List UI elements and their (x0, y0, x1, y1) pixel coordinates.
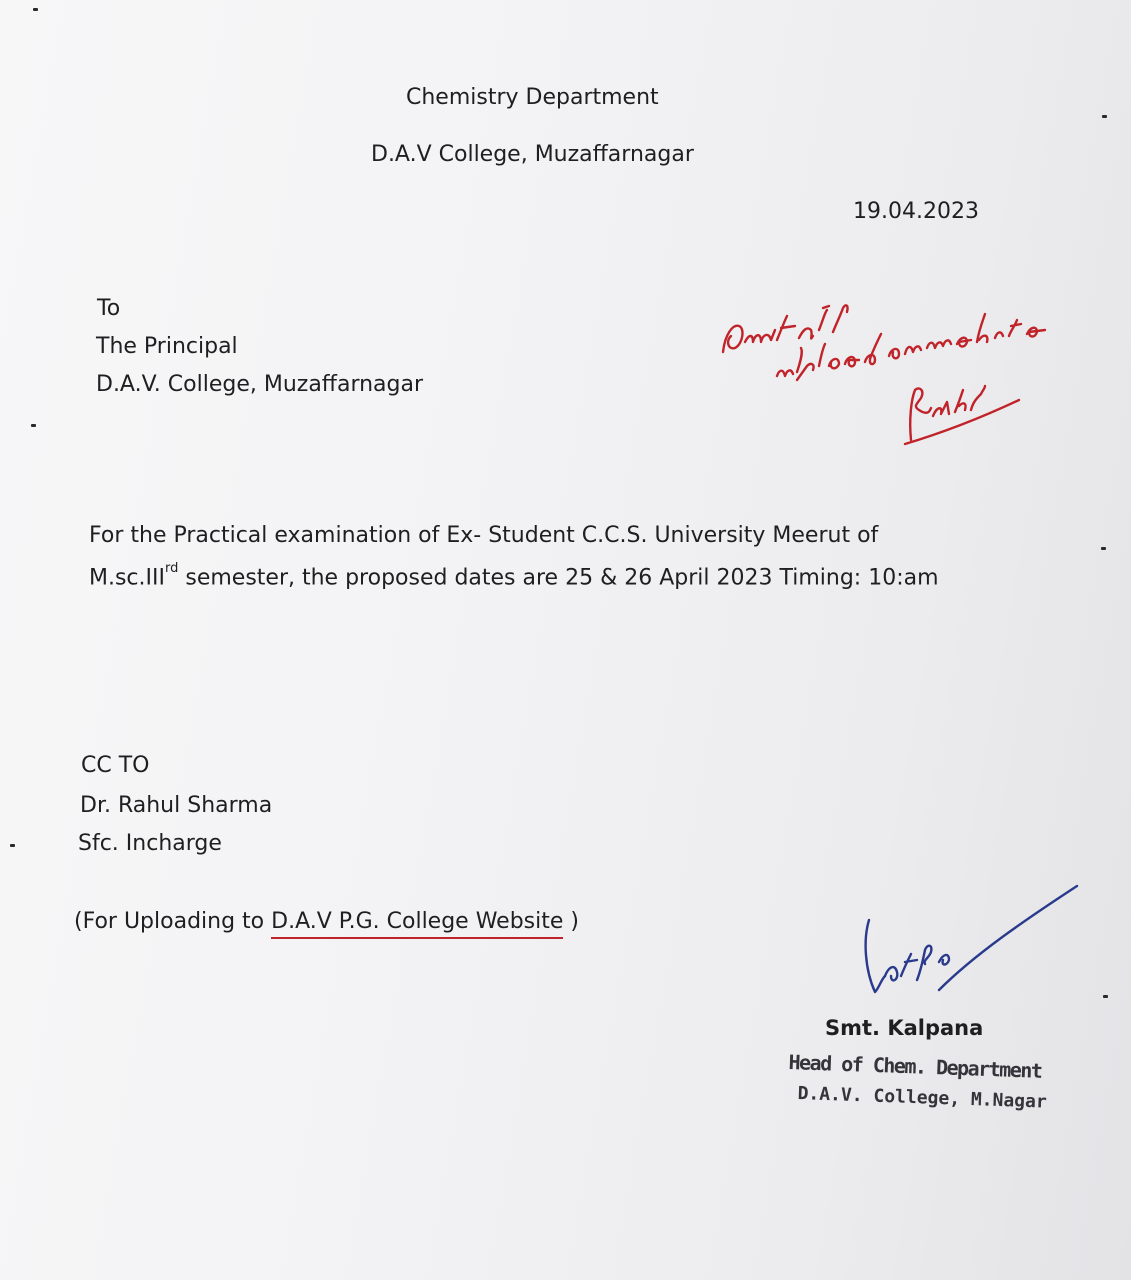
stamp-line-1: Head of Chem. Department (788, 1050, 1042, 1083)
letter-date: 19.04.2023 (853, 199, 979, 224)
body-line-2 (89, 561, 939, 591)
body-line-2-prefix: M.sc.III (89, 565, 165, 591)
signature-kalpana (855, 880, 1085, 1000)
body-line-2-rest: semester, the proposed dates are 25 & 26 April 2023 Timing: 10:am (178, 565, 939, 591)
margin-mark (1101, 547, 1106, 550)
upload-note-suffix: ) (563, 909, 579, 934)
handwritten-note (715, 290, 1095, 460)
department-heading: Chemistry Department (406, 85, 659, 110)
stamp-line-2: D.A.V. College, M.Nagar (797, 1083, 1048, 1113)
upload-note (74, 911, 579, 939)
cc-name: Dr. Rahul Sharma (80, 793, 273, 818)
addressee-to: To (97, 296, 121, 321)
cc-heading: CC TO (81, 753, 150, 778)
margin-mark (1102, 115, 1107, 118)
addressee-title: The Principal (96, 334, 238, 359)
college-heading: D.A.V College, Muzaffarnagar (371, 142, 694, 167)
ordinal-superscript: rd (165, 561, 179, 576)
margin-mark (1103, 995, 1108, 998)
signatory-name: Smt. Kalpana (825, 1016, 984, 1040)
addressee-college: D.A.V. College, Muzaffarnagar (96, 372, 424, 397)
cc-role: Sfc. Incharge (78, 831, 222, 856)
margin-mark (33, 8, 38, 11)
upload-note-prefix: (For Uploading to (74, 909, 272, 934)
margin-mark (10, 844, 15, 847)
body-line-1: For the Practical examination of Ex- Student C.C.S. University Meerut of (89, 523, 879, 548)
margin-mark (31, 424, 36, 427)
upload-note-website: D.A.V P.G. College Website (271, 911, 563, 939)
